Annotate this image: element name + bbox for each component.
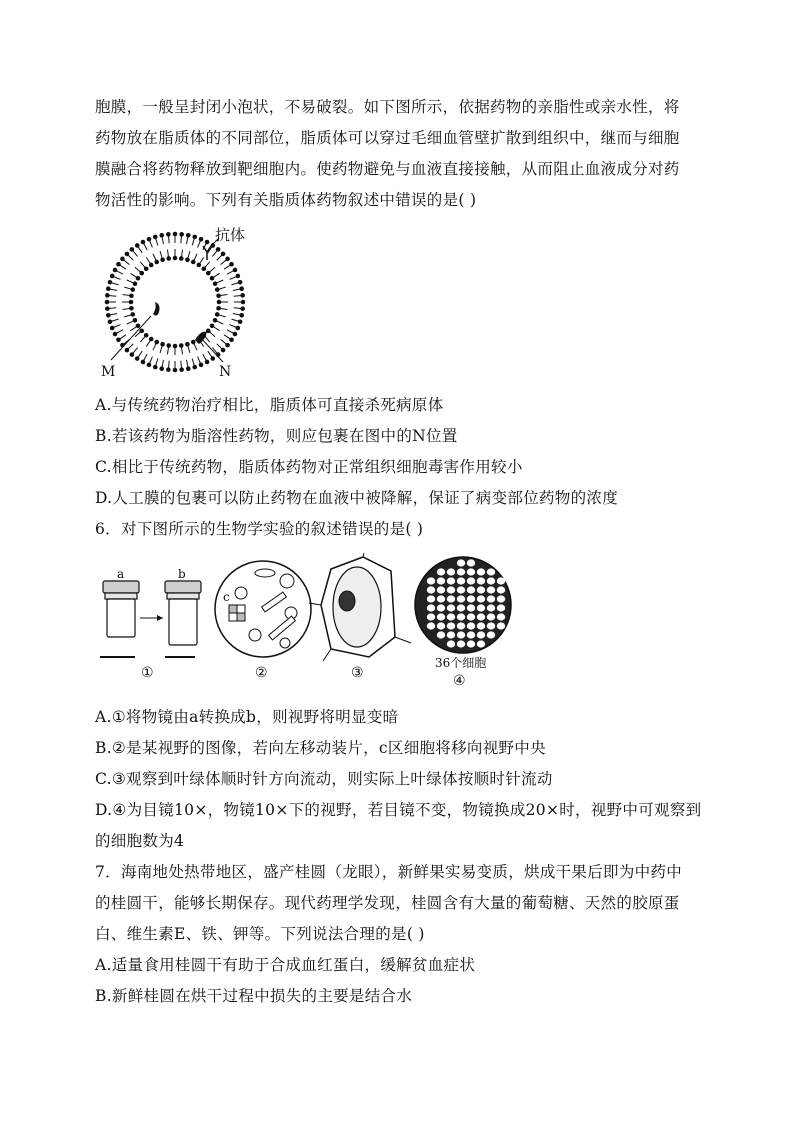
q5-option-d: D.人工膜的包裹可以防止药物在血液中被降解，保证了病变部位药物的浓度 <box>95 489 619 507</box>
fig-num-4: ④ <box>453 673 466 689</box>
q6-option-b: B.②是某视野的图像，若向左移动装片，c区细胞将移向视野中央 <box>95 739 546 757</box>
label-a: a <box>117 567 125 581</box>
antibody-y-shape <box>203 246 211 260</box>
label-c: c <box>223 590 230 604</box>
antibody-label: 抗体 <box>215 226 246 244</box>
q6-option-d: D.④为目镜10×，物镜10×下的视野，若目镜不变，物镜换成20×时，视野中可观察到 <box>95 801 702 819</box>
cells-count-label: 36个细胞 <box>435 656 487 670</box>
label-b: b <box>178 567 186 581</box>
label-n: N <box>219 364 232 380</box>
q7-option-b: B.新鲜桂圆在烘干过程中损失的主要是结合水 <box>95 987 413 1005</box>
q5-option-c: C.相比于传统药物，脂质体药物对正常组织细胞毒害作用较小 <box>95 458 523 476</box>
intro-line-4: 物活性的影响。下列有关脂质体药物叙述中错误的是( ) <box>95 191 477 209</box>
q7-stem-line-3: 白、维生素E、铁、钾等。下列说法合理的是( ) <box>95 925 425 943</box>
q7-stem-line-1: 7．海南地处热带地区，盛产桂圆（龙眼），新鲜果实易变质，烘成干果后即为中药中 <box>95 863 683 881</box>
microscope-figures <box>95 553 515 693</box>
liposome-figure <box>95 222 255 382</box>
fig-num-2: ② <box>255 665 268 681</box>
inner-lipid-layer <box>122 249 228 355</box>
drug-m-shape <box>153 302 160 316</box>
view-field-4 <box>415 557 511 653</box>
view-field-2 <box>215 561 311 657</box>
objective-a <box>103 581 139 637</box>
label-m: M <box>101 364 116 380</box>
q6-option-a: A.①将物镜由a转换成b，则视野将明显变暗 <box>95 708 399 726</box>
fig-num-3: ③ <box>351 665 364 681</box>
fig-num-1: ① <box>141 665 154 681</box>
intro-line-2: 药物放在脂质体的不同部位，脂质体可以穿过毛细血管壁扩散到组织中，继而与细胞 <box>95 129 680 147</box>
q5-option-a: A.与传统药物治疗相比，脂质体可直接杀死病原体 <box>95 396 444 414</box>
arrow-head <box>157 615 163 621</box>
intro-line-1: 胞膜，一般呈封闭小泡状，不易破裂。如下图所示，依据药物的亲脂性或亲水性，将 <box>95 98 680 116</box>
intro-line-3: 膜融合将药物释放到靶细胞内。使药物避免与血液直接接触，从而阻止血液成分对药 <box>95 160 680 178</box>
q7-stem-line-2: 的桂圆干，能够长期保存。现代药理学发现，桂圆含有大量的葡萄糖、天然的胶原蛋 <box>95 894 680 912</box>
q5-option-b: B.若该药物为脂溶性药物，则应包裹在图中的N位置 <box>95 427 458 445</box>
q7-option-a: A.适量食用桂圆干有助于合成血红蛋白，缓解贫血症状 <box>95 956 476 974</box>
q6-option-d-cont: 的细胞数为4 <box>95 832 185 850</box>
q6-option-c: C.③观察到叶绿体顺时针方向流动，则实际上叶绿体按顺时针流动 <box>95 770 553 788</box>
objective-b <box>165 581 201 645</box>
q6-stem: 6．对下图所示的生物学实验的叙述错误的是( ) <box>95 520 424 538</box>
plant-cell-3 <box>309 553 411 661</box>
